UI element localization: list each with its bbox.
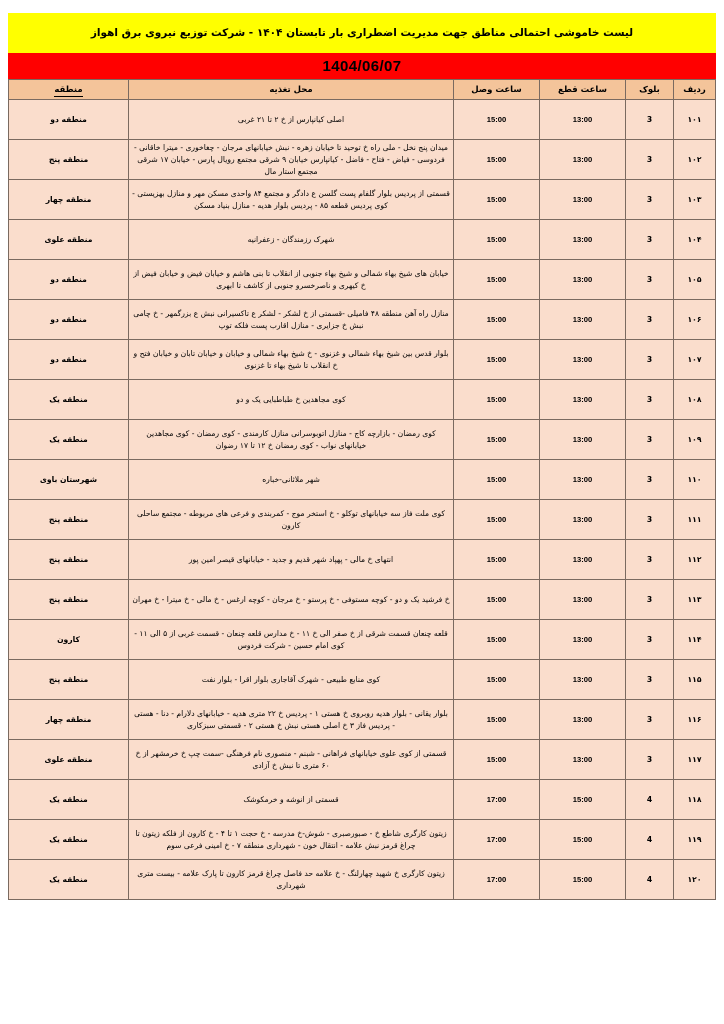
cell-off-time: 13:00 [540, 260, 626, 300]
cell-address: خ فرشید یک و دو - کوچه مستوفی - خ پرستو - خ مرجان - کوچه ارغس - خ مالی - خ میترا - خ مهران [129, 580, 454, 620]
cell-address: کوی مجاهدین خ طباطبایی یک و دو [129, 380, 454, 420]
table-row [9, 380, 716, 420]
cell-region: منطقه پنج [9, 540, 129, 580]
cell-off-time: 13:00 [540, 620, 626, 660]
cell-on-time: 15:00 [454, 540, 540, 580]
cell-on-time: 15:00 [454, 740, 540, 780]
cell-region: منطقه چهار [9, 180, 129, 220]
cell-row-number: ۱۱۴ [674, 620, 716, 660]
table-row [9, 660, 716, 700]
cell-block: 3 [626, 580, 674, 620]
table-row [9, 700, 716, 740]
cell-row-number: ۱۰۲ [674, 140, 716, 180]
cell-off-time: 15:00 [540, 820, 626, 860]
cell-block: 3 [626, 620, 674, 660]
table-row [9, 420, 716, 460]
cell-region: منطقه دو [9, 300, 129, 340]
cell-address: قسمتی از انوشه و خرمکوشک [129, 780, 454, 820]
cell-row-number: ۱۱۷ [674, 740, 716, 780]
cell-address: زیتون کارگری شاطع خ - صبورصبری - شوش-خ مدرسه - خ حجت ۱ تا ۴ - خ کارون از فلکه زیتون تا چراغ قرمز نبش علامه - انتقال خون - شهرداری منطقه ۷ - خ امینی فرعی سوم [129, 820, 454, 860]
cell-block: 3 [626, 740, 674, 780]
cell-address: خیابان های شیخ بهاء شمالی و شیخ بهاء جنوبی از انقلاب تا بنی هاشم و خیابان فیض و خیابان فیض از خ کیهری و ناصرخسرو جنوبی از کاشف تا ابهری [129, 260, 454, 300]
cell-on-time: 15:00 [454, 420, 540, 460]
schedule-date: 1404/06/07 [322, 57, 402, 75]
table-row [9, 580, 716, 620]
cell-row-number: ۱۱۰ [674, 460, 716, 500]
cell-region: منطقه یک [9, 420, 129, 460]
cell-address: انتهای خ مالی - پهپاد شهر قدیم و جدید - خیابانهای قیصر امین پور [129, 540, 454, 580]
table-row [9, 780, 716, 820]
cell-address: زیتون کارگری خ شهید چهارلنگ - خ علامه حد فاصل چراغ قرمز کارون تا پارک علامه - بیست متری شهرداری [129, 860, 454, 900]
cell-on-time: 15:00 [454, 340, 540, 380]
outage-schedule-table [8, 79, 716, 900]
column-header-address: محل تغذیه [129, 80, 454, 100]
cell-row-number: ۱۰۵ [674, 260, 716, 300]
cell-region: منطقه یک [9, 380, 129, 420]
table-row [9, 620, 716, 660]
cell-off-time: 13:00 [540, 380, 626, 420]
table-header [9, 80, 716, 100]
cell-address: قلعه چنعان قسمت شرقی از خ صفر الی خ ۱۱ - خ مدارس قلعه چنعان - قسمت غربی از ۵ الی ۱۱ - کوی امام حسین - شرکت فردوس [129, 620, 454, 660]
cell-on-time: 15:00 [454, 460, 540, 500]
cell-region: منطقه پنج [9, 140, 129, 180]
cell-region: منطقه یک [9, 860, 129, 900]
cell-on-time: 15:00 [454, 300, 540, 340]
cell-on-time: 15:00 [454, 580, 540, 620]
cell-on-time: 15:00 [454, 700, 540, 740]
cell-address: قسمتی از کوی علوی خیابانهای فراهانی - شبنم - منصوری نام فرهنگی -سمت چپ خ خرمشهر از خ ۶۰ متری تا نبش خ آزادی [129, 740, 454, 780]
cell-region: منطقه دو [9, 260, 129, 300]
cell-row-number: ۱۱۲ [674, 540, 716, 580]
cell-block: 3 [626, 700, 674, 740]
column-header-block: بلوک [626, 80, 674, 100]
cell-block: 3 [626, 220, 674, 260]
table-row [9, 300, 716, 340]
cell-on-time: 15:00 [454, 380, 540, 420]
table-row [9, 500, 716, 540]
cell-on-time: 15:00 [454, 140, 540, 180]
cell-off-time: 13:00 [540, 100, 626, 140]
cell-address: شهر ملاثانی-خباره [129, 460, 454, 500]
date-banner [8, 53, 716, 79]
cell-off-time: 13:00 [540, 460, 626, 500]
cell-block: 3 [626, 540, 674, 580]
cell-off-time: 13:00 [540, 420, 626, 460]
cell-block: 3 [626, 140, 674, 180]
table-body [9, 100, 716, 900]
cell-row-number: ۱۱۸ [674, 780, 716, 820]
cell-row-number: ۱۰۹ [674, 420, 716, 460]
cell-block: 3 [626, 260, 674, 300]
cell-on-time: 15:00 [454, 660, 540, 700]
cell-block: 3 [626, 340, 674, 380]
cell-on-time: 15:00 [454, 220, 540, 260]
cell-address: قسمتی از پردیس بلوار گلفام پست گلسن ع دادگر و مجتمع ۸۴ واحدی مسکن مهر و منازل بهزیستی - کوی پردیس قطعه ۸۵ - پردیس بلوار هدیه - منازل بنیاد مسکن [129, 180, 454, 220]
cell-region: منطقه علوی [9, 740, 129, 780]
table-row [9, 340, 716, 380]
cell-block: 4 [626, 860, 674, 900]
cell-block: 4 [626, 820, 674, 860]
cell-row-number: ۱۱۹ [674, 820, 716, 860]
cell-address: کوی منابع طبیعی - شهرک آقاجاری بلوار اقرا - بلوار نفت [129, 660, 454, 700]
page-title-banner [8, 13, 716, 53]
cell-on-time: 17:00 [454, 820, 540, 860]
cell-address: منازل راه آهن منطقه ۴۸ فامیلی -قسمتی از خ لشکر - لشکر ع تاکسیرانی نبش ع بزرگمهر - خ چامی نبش خ جزایری - منازل اقارب پست فلکه توپ [129, 300, 454, 340]
cell-block: 3 [626, 300, 674, 340]
cell-row-number: ۱۰۸ [674, 380, 716, 420]
table-row [9, 140, 716, 180]
table-row [9, 220, 716, 260]
cell-block: 3 [626, 180, 674, 220]
page-title: لیست خاموشی احتمالی مناطق جهت مدیریت اضطراری بار تابستان ۱۴۰۴ - شرکت توزیع نیروی برق اهواز [90, 26, 634, 39]
cell-region: منطقه یک [9, 820, 129, 860]
column-header-off-time: ساعت قطع [540, 80, 626, 100]
cell-off-time: 13:00 [540, 740, 626, 780]
cell-off-time: 13:00 [540, 500, 626, 540]
cell-block: 3 [626, 380, 674, 420]
cell-region: منطقه علوی [9, 220, 129, 260]
cell-row-number: ۱۱۳ [674, 580, 716, 620]
cell-block: 4 [626, 780, 674, 820]
column-header-row: ردیف [674, 80, 716, 100]
cell-off-time: 13:00 [540, 300, 626, 340]
cell-region: منطقه پنج [9, 500, 129, 540]
cell-region: منطقه پنج [9, 580, 129, 620]
cell-address: کوی ملت فاز سه خیابانهای توکلو - خ استخر موج - کمربندی و فرعی های مربوطه - مجتمع ساحلی کارون [129, 500, 454, 540]
cell-row-number: ۱۱۵ [674, 660, 716, 700]
cell-region: شهرستان باوی [9, 460, 129, 500]
cell-row-number: ۱۱۶ [674, 700, 716, 740]
table-row [9, 460, 716, 500]
cell-row-number: ۱۰۶ [674, 300, 716, 340]
cell-address: اصلی کیانپارس از خ ۲ تا ۲۱ غربی [129, 100, 454, 140]
cell-block: 3 [626, 100, 674, 140]
cell-address: شهرک رزمندگان - زعفرانیه [129, 220, 454, 260]
cell-block: 3 [626, 660, 674, 700]
cell-off-time: 13:00 [540, 580, 626, 620]
cell-row-number: ۱۰۴ [674, 220, 716, 260]
table-row [9, 540, 716, 580]
cell-region: منطقه یک [9, 780, 129, 820]
cell-region: منطقه دو [9, 340, 129, 380]
table-row [9, 100, 716, 140]
cell-off-time: 13:00 [540, 180, 626, 220]
cell-off-time: 13:00 [540, 540, 626, 580]
table-row [9, 860, 716, 900]
cell-region: منطقه دو [9, 100, 129, 140]
cell-off-time: 15:00 [540, 780, 626, 820]
cell-on-time: 15:00 [454, 180, 540, 220]
cell-row-number: ۱۰۷ [674, 340, 716, 380]
cell-off-time: 13:00 [540, 340, 626, 380]
cell-row-number: ۱۲۰ [674, 860, 716, 900]
cell-region: منطقه چهار [9, 700, 129, 740]
cell-on-time: 17:00 [454, 780, 540, 820]
cell-address: بلوار یقانی - بلوار هدیه روبروی خ هستی ۱ - پردیس خ ۲۲ متری هدیه - خیابانهای دلارام - دنا - هستی - پردیس فاز ۳ خ اصلی هستی نبش خ هستی ۲ - قسمتی سبزکاری [129, 700, 454, 740]
cell-on-time: 15:00 [454, 620, 540, 660]
cell-region: منطقه پنج [9, 660, 129, 700]
cell-address: میدان پنج نخل - ملی راه خ توحید تا خیابان زهره - نبش خیابانهای مرجان - چغاخوری - میترا خاقانی - فردوسی - فیاض - فتاح - فاضل - کیانپارس خیابان ۹ شرقی مجتمع رویال پارس - خیابان ۱۷ شرقی مجتمع استار مال [129, 140, 454, 180]
cell-address: کوی رمضان - بازارچه کاج - منازل اتوبوسرانی منازل کارمندی - کوی رمضان - کوی مجاهدین خیابانهای نواب - کوی رمضان خ ۱۲ تا ۱۷ رضوان [129, 420, 454, 460]
cell-on-time: 15:00 [454, 500, 540, 540]
table-row [9, 740, 716, 780]
cell-off-time: 13:00 [540, 140, 626, 180]
table-row [9, 180, 716, 220]
cell-region: کارون [9, 620, 129, 660]
cell-off-time: 13:00 [540, 660, 626, 700]
column-header-region: منطقه [9, 80, 129, 100]
cell-row-number: ۱۱۱ [674, 500, 716, 540]
column-header-on-time: ساعت وصل [454, 80, 540, 100]
cell-row-number: ۱۰۱ [674, 100, 716, 140]
cell-block: 3 [626, 460, 674, 500]
cell-on-time: 17:00 [454, 860, 540, 900]
cell-on-time: 15:00 [454, 260, 540, 300]
cell-block: 3 [626, 500, 674, 540]
cell-row-number: ۱۰۳ [674, 180, 716, 220]
table-row [9, 820, 716, 860]
cell-address: بلوار قدس بین شیخ بهاء شمالی و غزنوی - خ شیخ بهاء شمالی و خیابان و خیابان تابان و خیابان فتح و خ انقلاب تا شیخ بهاء تا غزنوی [129, 340, 454, 380]
cell-off-time: 13:00 [540, 220, 626, 260]
cell-block: 3 [626, 420, 674, 460]
table-header-row [9, 80, 716, 100]
cell-off-time: 15:00 [540, 860, 626, 900]
cell-off-time: 13:00 [540, 700, 626, 740]
cell-on-time: 15:00 [454, 100, 540, 140]
table-row [9, 260, 716, 300]
